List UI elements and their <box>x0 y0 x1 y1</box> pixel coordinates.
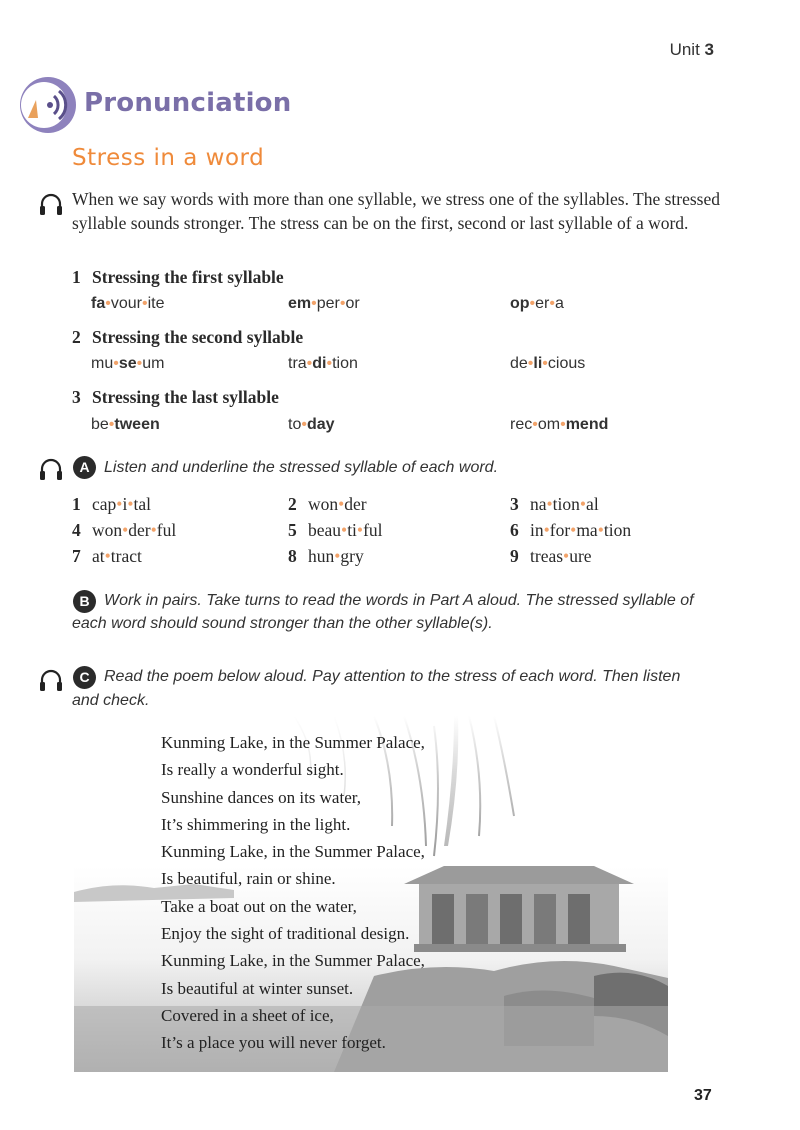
poem-line: Is beautiful at winter sunset. <box>161 978 354 998</box>
item-number: 5 <box>288 520 297 540</box>
syllable: om <box>537 416 561 433</box>
item-number: 4 <box>72 520 81 540</box>
poem-line: Is beautiful, rain or shine. <box>161 869 336 889</box>
syllable: i <box>122 494 128 514</box>
syllable-dot: • <box>150 520 157 540</box>
stress-word <box>91 416 160 434</box>
syllable-dot: • <box>116 494 123 514</box>
item-word <box>308 494 367 514</box>
headphones-icon <box>38 192 64 216</box>
syllable-dot: • <box>529 295 536 312</box>
unit-number: 3 <box>704 40 714 59</box>
item-word <box>308 546 364 566</box>
syllable: ma <box>576 520 598 540</box>
poem-line: Enjoy the sight of traditional design. <box>161 924 410 944</box>
syllable: be <box>91 416 109 433</box>
syllable: won <box>92 520 123 540</box>
syllable: tion <box>332 355 358 372</box>
stress-word <box>510 355 585 373</box>
stress-word <box>510 295 564 313</box>
headphones-icon <box>38 457 64 481</box>
poem-line: Covered in a sheet of ice, <box>161 1005 334 1025</box>
group-3-heading <box>72 387 279 408</box>
part-c-instruction-line2: and check. <box>72 692 150 709</box>
part-c-instruction-line1: Read the poem below aloud. Pay attention to the stress of each word. Then listen <box>104 668 681 685</box>
item-word <box>530 494 599 514</box>
stressed-syllable: op <box>510 295 530 312</box>
poem-line: It’s a place you will never forget. <box>161 1033 386 1053</box>
section-title: Pronunciation <box>84 88 292 118</box>
part-a-word <box>510 494 599 515</box>
syllable-dot: • <box>122 520 129 540</box>
stressed-syllable: day <box>306 416 335 433</box>
part-b-instruction-line1: Work in pairs. Take turns to read the words in Part A aloud. The stressed syllable of <box>104 592 694 609</box>
group-number: 2 <box>72 327 81 347</box>
syllable: al <box>586 494 599 514</box>
group-heading-text: Stressing the second syllable <box>92 327 304 347</box>
stressed-syllable: di <box>312 355 327 372</box>
syllable: won <box>308 494 339 514</box>
poem-line: It’s shimmering in the light. <box>161 814 351 834</box>
item-word <box>92 494 151 514</box>
syllable: beau <box>308 520 342 540</box>
syllable: de <box>510 355 528 372</box>
syllable: tract <box>110 546 142 566</box>
poem <box>161 729 425 1057</box>
item-number: 1 <box>72 494 81 514</box>
stress-word <box>510 416 608 434</box>
part-a-word <box>72 520 176 541</box>
syllable: a <box>555 295 564 312</box>
poem-line: Kunming Lake, in the Summer Palace, <box>161 951 425 971</box>
stressed-syllable: mend <box>565 416 609 433</box>
item-number: 3 <box>510 494 519 514</box>
syllable-dot: • <box>141 295 148 312</box>
syllable-dot: • <box>311 295 317 312</box>
syllable: tal <box>133 494 151 514</box>
syllable: tion <box>603 520 632 540</box>
syllable: ite <box>147 295 165 312</box>
syllable: gry <box>340 546 364 566</box>
poem-line: Kunming Lake, in the Summer Palace, <box>161 842 425 862</box>
syllable-dot: • <box>543 520 550 540</box>
stressed-syllable: li <box>533 355 543 372</box>
syllable-dot: • <box>527 355 534 372</box>
part-b-badge: B <box>73 590 96 613</box>
syllable-dot: • <box>356 520 364 540</box>
item-word <box>530 520 631 540</box>
syllable-dot: • <box>341 520 348 540</box>
syllable-dot: • <box>560 416 566 433</box>
stressed-syllable: fa <box>91 295 106 312</box>
group-1-heading <box>72 267 284 288</box>
stressed-syllable: em <box>288 295 312 312</box>
part-a-word <box>288 494 367 515</box>
syllable: tra <box>288 355 307 372</box>
stress-word <box>288 355 358 373</box>
part-a-word <box>510 546 592 567</box>
syllable: vour <box>110 295 142 312</box>
syllable: for <box>549 520 571 540</box>
syllable-dot: • <box>301 416 307 433</box>
syllable: treas <box>530 546 564 566</box>
item-number: 9 <box>510 546 519 566</box>
poem-line: Kunming Lake, in the Summer Palace, <box>161 733 425 752</box>
speaker-sound-icon <box>14 74 76 136</box>
syllable-dot: • <box>306 355 313 372</box>
item-number: 6 <box>510 520 519 540</box>
headphones-icon <box>38 668 64 692</box>
part-a-word <box>72 546 142 567</box>
syllable: er <box>535 295 550 312</box>
stress-word <box>288 416 335 434</box>
syllable-dot: • <box>108 416 115 433</box>
syllable: at <box>92 546 105 566</box>
part-a-badge: A <box>73 456 96 479</box>
item-word <box>92 546 142 566</box>
group-number: 3 <box>72 387 81 407</box>
syllable: cious <box>547 355 586 372</box>
poem-line: Is really a wonderful sight. <box>161 760 344 780</box>
item-number: 2 <box>288 494 297 514</box>
item-number: 8 <box>288 546 297 566</box>
part-a-word <box>288 546 364 567</box>
syllable: mu <box>91 355 114 372</box>
syllable-dot: • <box>549 295 555 312</box>
stress-word <box>91 295 164 313</box>
poem-line: Sunshine dances on its water, <box>161 787 361 807</box>
syllable-dot: • <box>579 494 587 514</box>
syllable: ful <box>156 520 177 540</box>
group-heading-text: Stressing the first syllable <box>92 267 284 287</box>
syllable: hun <box>308 546 335 566</box>
syllable-dot: • <box>597 520 604 540</box>
syllable-dot: • <box>546 494 553 514</box>
page-number: 37 <box>694 1087 712 1104</box>
stressed-syllable: se <box>118 355 137 372</box>
item-word <box>92 520 176 540</box>
syllable: rec <box>510 416 533 433</box>
syllable-dot: • <box>532 416 538 433</box>
syllable-dot: • <box>104 546 111 566</box>
item-word <box>530 546 592 566</box>
stress-word <box>91 355 164 373</box>
group-number: 1 <box>72 267 81 287</box>
syllable: or <box>345 295 360 312</box>
stressed-syllable: tween <box>114 416 160 433</box>
unit-label <box>670 40 714 60</box>
item-number: 7 <box>72 546 81 566</box>
syllable: tion <box>552 494 580 514</box>
syllable: cap <box>92 494 117 514</box>
syllable-dot: • <box>113 355 119 372</box>
syllable-dot: • <box>127 494 134 514</box>
syllable: ure <box>569 546 592 566</box>
part-c-badge: C <box>73 666 96 689</box>
syllable-dot: • <box>570 520 577 540</box>
part-a-word <box>510 520 631 541</box>
syllable: ti <box>347 520 357 540</box>
part-a-word <box>288 520 383 541</box>
syllable-dot: • <box>339 295 346 312</box>
syllable-dot: • <box>334 546 341 566</box>
syllable-dot: • <box>105 295 111 312</box>
syllable: na <box>530 494 547 514</box>
syllable: ful <box>363 520 383 540</box>
syllable: to <box>288 416 302 433</box>
item-word <box>308 520 383 540</box>
syllable-dot: • <box>338 494 345 514</box>
group-heading-text: Stressing the last syllable <box>92 387 279 407</box>
poem-line: Take a boat out on the water, <box>161 896 357 916</box>
syllable-dot: • <box>542 355 548 372</box>
group-2-heading <box>72 327 303 348</box>
part-b-instruction-line2: each word should sound stronger than the other syllable(s). <box>72 615 493 632</box>
unit-label-text: Unit <box>669 40 700 59</box>
stress-word <box>288 295 360 313</box>
part-a-instruction: Listen and underline the stressed syllable of each word. <box>104 459 499 476</box>
syllable: der <box>128 520 151 540</box>
syllable-dot: • <box>563 546 570 566</box>
syllable-dot: • <box>326 355 333 372</box>
syllable: der <box>344 494 367 514</box>
section-subtitle: Stress in a word <box>72 145 265 171</box>
syllable: in <box>530 520 544 540</box>
syllable: per <box>316 295 340 312</box>
part-a-word <box>72 494 151 515</box>
syllable: um <box>142 355 165 372</box>
intro-paragraph: When we say words with more than one syllable, we stress one of the syllables. The stressed syllable sounds stronger. The stress can be on the first, second or last syllable of a word. <box>72 189 720 233</box>
syllable-dot: • <box>136 355 143 372</box>
